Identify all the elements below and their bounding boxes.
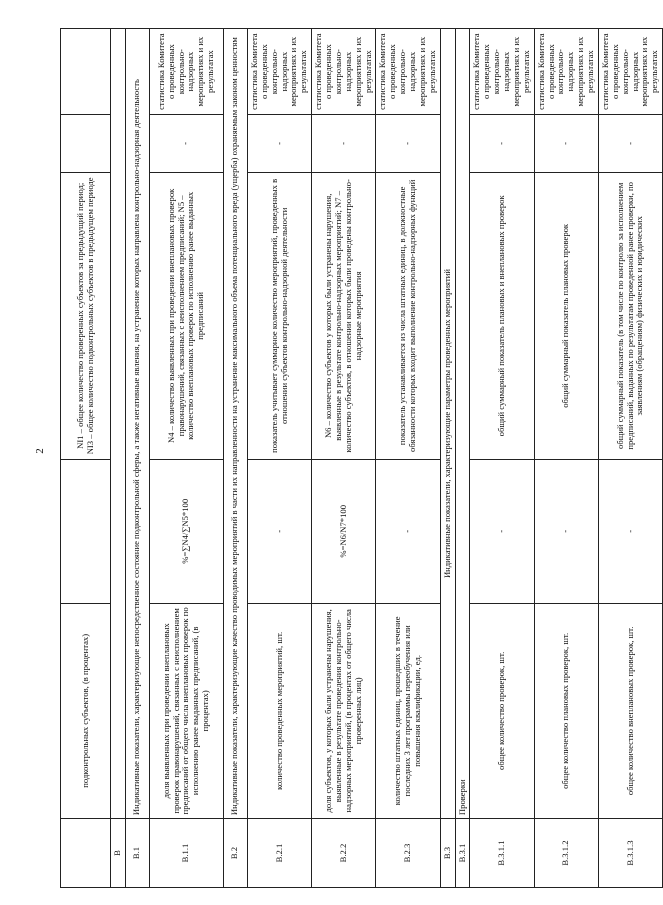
indicator-name: общее количество проверок, шт. [470,603,534,818]
row-code: В.3.1.2 [534,819,598,888]
indicator-formula: - [247,459,311,603]
indicator-source: статистика Комитета о проведенных контрольно-надзорных мероприятиях и их результатах [598,29,662,115]
indicator-name: общее количество внеплановых проверок, шт. [598,603,662,818]
table-row [312,29,376,888]
indicator-name: доля выявленных при проведении внеплановых проверок правонарушений, связанных с неисполнением предписаний от общего числа внеплановых проверок по исполнению ранее выданных предписаний, (в процентах) [149,603,223,818]
page-number: 2 [34,448,46,454]
indicator-formula: - [534,459,598,603]
indicator-name: количество штатных единиц, прошедших в течение последних 3 лет программы переобучения или повышения квалификации, ед. [376,603,440,818]
row-code: В.2.3 [376,819,440,888]
indicator-formula: %=N6/N7*100 [312,459,376,603]
section-row [125,29,149,888]
indicator-dash: - [247,115,311,172]
indicator-dash: - [149,115,223,172]
section-title: Индикативные показатели, характеризующие непосредственное состояние подконтрольной сферы, а также негативные явления, на устранение которых направлена контрольно-надзорная деятельность [125,29,149,819]
table-row [61,29,111,888]
section-title: Индикативные показатели, характеризующие качество проводимых мероприятий в части их направленности на устранение максимального объема потенциального вреда (ущерба) охраняемым законом ценностям [223,29,247,819]
indicator-dash: - [312,115,376,172]
table-row [247,29,311,888]
table-row [534,29,598,888]
indicator-name: количество проведенных мероприятий, шт. [247,603,311,818]
indicator-source: статистика Комитета о проведенных контрольно-надзорных мероприятиях и их результатах [534,29,598,115]
table-row [376,29,440,888]
indicator-description: показатель устанавливается из числа штатных единиц, в должностные обязанности которых входит выполнение контрольно-надзорных функций [376,172,440,459]
section-code: В.1 [125,819,149,888]
indicator-source: статистика Комитета о проведенных контрольно-надзорных мероприятиях и их результатах [247,29,311,115]
section-code: В.3 [440,819,455,888]
indicator-description: общий суммарный показатель плановых и внеплановых проверок [470,172,534,459]
indicator-dash: - [470,115,534,172]
indicator-description: NI1 – общее количество проверенных субъектов за предыдущий период; NI3 – общее количество подконтрольных субъектов в предыдущем периоде [61,172,111,459]
section-row [440,29,455,888]
table-row [598,29,662,888]
indicator-source: статистика Комитета о проведенных контрольно-надзорных мероприятиях и их результатах [149,29,223,115]
table-row [470,29,534,888]
indicator-dash: - [598,115,662,172]
table-row [111,29,126,888]
row-code: В.3.1.1 [470,819,534,888]
section-row [455,29,470,888]
indicator-name: подконтрольных субъектов, (в процентах) [61,603,111,818]
row-code: В.2.2 [312,819,376,888]
row-code: В.2.1 [247,819,311,888]
indicator-formula: - [598,459,662,603]
indicator-description: N6 – количество субъектов у которых были устранены нарушения, выявленные в результате контрольно-надзорных мероприятий; N7 – количество субъектов, в отношении которых были проведены контрольно-надзорные мероприятия [312,172,376,459]
indicator-formula: - [376,459,440,603]
indicator-source: статистика Комитета о проведенных контрольно-надзорных мероприятиях и их результатах [470,29,534,115]
indicator-dash: - [534,115,598,172]
indicator-dash: - [376,115,440,172]
row-code: В.1.1 [149,819,223,888]
indicator-name: общее количество плановых проверок, шт. [534,603,598,818]
section-code: В [111,819,126,888]
row-code: В.3.1.3 [598,819,662,888]
indicator-description: показатель учитывает суммарное количество мероприятий, проведенных в отношении субъектов контрольно-надзорной деятельности [247,172,311,459]
section-row [223,29,247,888]
indicator-source: статистика Комитета о проведенных контрольно-надзорных мероприятиях и их результатах [312,29,376,115]
indicators-table [60,28,663,888]
indicator-description: общий суммарный показатель плановых проверок [534,172,598,459]
section-code: В.2 [223,819,247,888]
section-title: Проверки [455,29,470,819]
indicator-formula: - [470,459,534,603]
indicator-source: статистика Комитета о проведенных контрольно-надзорных мероприятиях и их результатах [376,29,440,115]
indicator-name: доля субъектов, у которых были устранены нарушения, выявленные в результате проведения контрольно-надзорных мероприятий, (в процентах от общего числа проверенных лиц) [312,603,376,818]
indicator-formula: %=∑N4/∑N5*100 [149,459,223,603]
section-title: Индикативные показатели, характеризующие параметры проведенных мероприятий [440,29,455,819]
table-row [149,29,223,888]
indicator-description: N4 – количество выявленных при проведении внеплановых проверок правонарушений, связанных с неисполнением предписаний; N5 – количество внеплановых проверок по исполнению ранее выданных предписаний [149,172,223,459]
section-code: В.3.1 [455,819,470,888]
indicator-description: общий суммарный показатель (в том числе по контролю за исполнением предписаний, выданных по результатам проведенной ранее проверки, по заявлениям (обращениям) физических и юридических [598,172,662,459]
rotated-table-container [60,28,660,888]
